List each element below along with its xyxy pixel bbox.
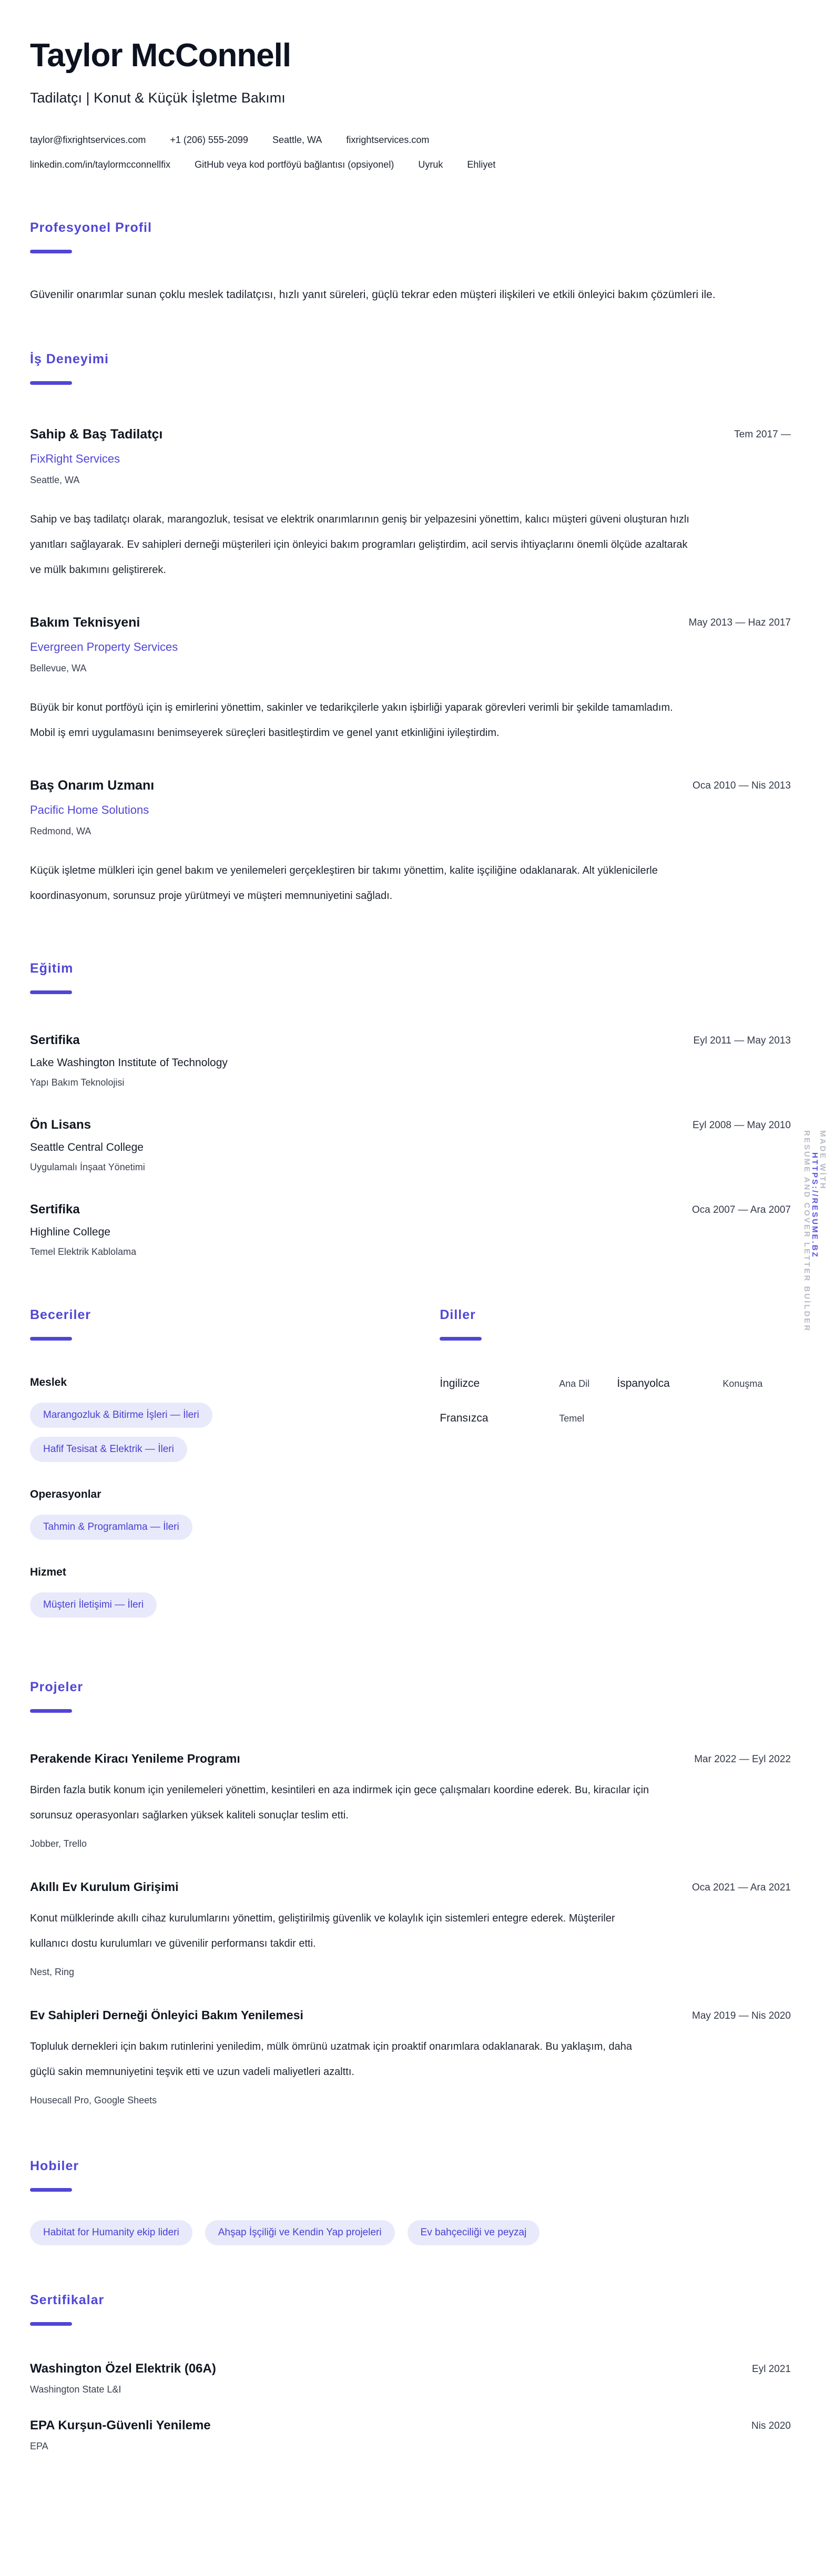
heading-underline bbox=[30, 250, 72, 253]
hobby-tag: Ev bahçeciliği ve peyzaj bbox=[408, 2220, 540, 2245]
education-heading: Eğitim bbox=[30, 961, 74, 976]
job-dates: Oca 2010 — Nis 2013 bbox=[693, 780, 791, 791]
project-tools: Housecall Pro, Google Sheets bbox=[30, 2095, 157, 2105]
hobby-tag: Ahşap İşçiliği ve Kendin Yap projeleri bbox=[205, 2220, 395, 2245]
job-dates: May 2013 — Haz 2017 bbox=[688, 617, 791, 628]
section-skills bbox=[30, 1307, 410, 1618]
field-of-study: Temel Elektrik Kablolama bbox=[30, 1246, 137, 1257]
section-hobbies bbox=[30, 2159, 791, 2245]
heading-underline bbox=[440, 1337, 482, 1341]
hobby-tag: Habitat for Humanity ekip lideri bbox=[30, 2220, 192, 2245]
watermark-made-with: MADE WİTH bbox=[818, 1130, 827, 1190]
skill-pills bbox=[30, 1515, 410, 1540]
email-link[interactable]: taylor@fixrightservices.com bbox=[30, 135, 146, 145]
job-entry bbox=[30, 427, 791, 582]
header bbox=[30, 37, 791, 170]
heading-underline bbox=[30, 990, 72, 994]
profile-summary: Güvenilir onarımlar sunan çoklu meslek tadilatçısı, hızlı yanıt süreleri, güçlü tekrar eden müşteri ilişkileri ve etkili önleyici bakım çözümleri ile. bbox=[30, 289, 716, 301]
school-name: Lake Washington Institute of Technology bbox=[30, 1057, 228, 1069]
watermark-sidebar bbox=[803, 1130, 827, 1808]
watermark-tagline: RESUME AND COVER LETTER BUİLDER bbox=[802, 1130, 811, 1333]
job-location: Seattle, WA bbox=[30, 475, 80, 485]
project-entry bbox=[30, 2008, 791, 2106]
field-of-study: Yapı Bakım Teknolojisi bbox=[30, 1077, 125, 1088]
project-tools: Jobber, Trello bbox=[30, 1838, 87, 1849]
job-title: Bakım Teknisyeni bbox=[30, 615, 140, 630]
job-location: Redmond, WA bbox=[30, 826, 91, 836]
certification-date: Nis 2020 bbox=[751, 2420, 791, 2431]
certification-entry bbox=[30, 2362, 791, 2395]
contact-row-2 bbox=[30, 159, 791, 170]
job-entry bbox=[30, 778, 791, 908]
projects-heading: Projeler bbox=[30, 1680, 84, 1694]
profile-heading: Profesyonel Profil bbox=[30, 220, 152, 235]
certification-title: Washington Özel Elektrik (06A) bbox=[30, 2362, 216, 2376]
heading-underline bbox=[30, 1709, 72, 1713]
heading-underline bbox=[30, 2322, 72, 2326]
watermark-url-link[interactable]: HTTPS://RESUME.BZ bbox=[810, 1152, 819, 1259]
person-title: Tadilatçı | Konut & Küçük İşletme Bakımı bbox=[30, 90, 286, 106]
section-profile bbox=[30, 220, 791, 307]
hobby-pills bbox=[30, 2220, 791, 2245]
project-description: Birden fazla butik konum için yenilemeleri yönettim, kesintileri en aza indirmek için gece çalışmaları koordine ederek. Bu, kiracılar için sorunsuz operasyonları sağlarken yüksek kaliteli sonuçlar teslim etti. bbox=[30, 1784, 649, 1821]
certification-issuer: Washington State L&I bbox=[30, 2384, 121, 2395]
project-dates: May 2019 — Nis 2020 bbox=[692, 2010, 791, 2021]
company-link[interactable]: FixRight Services bbox=[30, 452, 120, 465]
education-entry bbox=[30, 1033, 791, 1088]
section-education bbox=[30, 961, 791, 1258]
project-title: Perakende Kiracı Yenileme Programı bbox=[30, 1752, 240, 1765]
language-level: Ana Dil bbox=[559, 1378, 590, 1389]
heading-underline bbox=[30, 2188, 72, 2192]
field-of-study: Uygulamalı İnşaat Yönetimi bbox=[30, 1162, 145, 1172]
heading-underline bbox=[30, 1337, 72, 1341]
skill-group-label: Hizmet bbox=[30, 1566, 66, 1578]
project-entry bbox=[30, 1752, 791, 1849]
nationality-label: Uyruk bbox=[418, 159, 443, 170]
skill-tag: Marangozluk & Bitirme İşleri — İleri bbox=[30, 1403, 212, 1428]
project-description: Konut mülklerinde akıllı cihaz kurulumlarını yönettim, geliştirilmiş güvenlik ve kolaylık için sistemleri entegre ederek. Müşteriler kullanıcı dostu kurulumları ve güvenilir performansı takdir etti. bbox=[30, 1913, 615, 1949]
experience-heading: İş Deneyimi bbox=[30, 352, 109, 366]
language-name: Fransızca bbox=[440, 1412, 488, 1424]
skill-tag: Müşteri İletişimi — İleri bbox=[30, 1592, 157, 1618]
education-dates: Oca 2007 — Ara 2007 bbox=[691, 1204, 791, 1215]
language-name: İngilizce bbox=[440, 1377, 480, 1389]
education-dates: Eyl 2008 — May 2010 bbox=[693, 1120, 791, 1131]
job-entry bbox=[30, 615, 791, 745]
languages-heading: Diller bbox=[440, 1307, 476, 1322]
section-projects bbox=[30, 1680, 791, 2106]
job-dates: Tem 2017 — bbox=[734, 429, 791, 440]
section-certifications bbox=[30, 2293, 791, 2452]
certifications-heading: Sertifikalar bbox=[30, 2293, 105, 2307]
school-name: Highline College bbox=[30, 1226, 110, 1238]
education-entry bbox=[30, 1202, 791, 1258]
linkedin-link[interactable]: linkedin.com/in/taylormcconnellfix bbox=[30, 159, 171, 170]
heading-underline bbox=[30, 381, 72, 385]
location-text: Seattle, WA bbox=[272, 135, 322, 145]
certification-title: EPA Kurşun-Güvenli Yenileme bbox=[30, 2418, 211, 2432]
section-experience bbox=[30, 352, 791, 908]
job-title: Baş Onarım Uzmanı bbox=[30, 778, 155, 793]
degree-title: Ön Lisans bbox=[30, 1118, 91, 1132]
skills-heading: Beceriler bbox=[30, 1307, 91, 1322]
job-description: Küçük işletme mülkleri için genel bakım ve yenilemeleri gerçekleştiren bir takımı yönettim, kalite işçiliğine odaklanarak. Alt yüklenicilerle koordinasyonum, sorunsuz proje yürütmeyi ve müşteri memnuniyetini sağladı. bbox=[30, 865, 658, 902]
skills-languages-columns bbox=[30, 1307, 791, 1618]
certification-date: Eyl 2021 bbox=[752, 2364, 791, 2375]
language-level: Temel bbox=[559, 1413, 585, 1424]
school-name: Seattle Central College bbox=[30, 1141, 144, 1153]
certification-issuer: EPA bbox=[30, 2441, 48, 2451]
project-title: Akıllı Ev Kurulum Girişimi bbox=[30, 1880, 179, 1894]
job-location: Bellevue, WA bbox=[30, 663, 87, 673]
company-link[interactable]: Pacific Home Solutions bbox=[30, 803, 149, 816]
skill-pills bbox=[30, 1592, 410, 1618]
website-link[interactable]: fixrightservices.com bbox=[346, 135, 430, 145]
phone-link[interactable]: +1 (206) 555-2099 bbox=[170, 135, 248, 145]
project-title: Ev Sahipleri Derneği Önleyici Bakım Yenilemesi bbox=[30, 2008, 303, 2022]
contact-row-1 bbox=[30, 135, 791, 146]
project-entry bbox=[30, 1880, 791, 1978]
project-description: Topluluk dernekleri için bakım rutinlerini yeniledim, mülk ömrünü uzatmak için proaktif onarımlara odaklanarak. Bu yaklaşım, daha güçlü sakin memnuniyetini teşvik etti ve uzun vadeli maliyetleri azalttı. bbox=[30, 2041, 632, 2078]
company-link[interactable]: Evergreen Property Services bbox=[30, 640, 178, 653]
education-entry bbox=[30, 1118, 791, 1173]
skill-tag: Hafif Tesisat & Elektrik — İleri bbox=[30, 1437, 187, 1462]
language-grid bbox=[440, 1377, 791, 1425]
project-tools: Nest, Ring bbox=[30, 1967, 75, 1977]
person-name: Taylor McConnell bbox=[30, 37, 291, 74]
degree-title: Sertifika bbox=[30, 1033, 80, 1047]
language-name: İspanyolca bbox=[617, 1377, 670, 1389]
skill-group-label: Meslek bbox=[30, 1376, 67, 1388]
degree-title: Sertifika bbox=[30, 1202, 80, 1217]
job-description: Büyük bir konut portföyü için iş emirlerini yönettim, sakinler ve tedarikçilerle yakın işbirliği yaparak görevleri verimli bir şekilde tamamladım. Mobil iş emri uygulamasını benimseyerek süreçleri basitleştirdim ve genel yanıt etkinliğini iyileştirdim. bbox=[30, 702, 673, 739]
skill-tag: Tahmin & Programlama — İleri bbox=[30, 1515, 192, 1540]
section-languages bbox=[440, 1307, 791, 1618]
skill-group-label: Operasyonlar bbox=[30, 1488, 101, 1500]
education-dates: Eyl 2011 — May 2013 bbox=[693, 1035, 791, 1046]
job-description: Sahip ve baş tadilatçı olarak, marangozluk, tesisat ve elektrik onarımlarının geniş bir yelpazesini yönettim, kalıcı müşteri güveni oluşturan hızlı yanıtları sağlayarak. Ev sahipleri derneği müşterileri için önleyici bakım programları geliştirdim, acil servis ihtiyaçlarını önemli ölçüde azaltarak ve mülk bakımını geliştirerek. bbox=[30, 514, 689, 576]
project-dates: Oca 2021 — Ara 2021 bbox=[691, 1882, 791, 1893]
skill-pills bbox=[30, 1403, 410, 1462]
hobbies-heading: Hobiler bbox=[30, 2159, 79, 2173]
language-level: Konuşma bbox=[722, 1378, 763, 1389]
certification-entry bbox=[30, 2418, 791, 2452]
license-label: Ehliyet bbox=[467, 159, 496, 170]
job-title: Sahip & Baş Tadilatçı bbox=[30, 427, 163, 442]
project-dates: Mar 2022 — Eyl 2022 bbox=[694, 1754, 791, 1765]
github-placeholder-text: GitHub veya kod portföyü bağlantısı (opsiyonel) bbox=[195, 159, 394, 170]
